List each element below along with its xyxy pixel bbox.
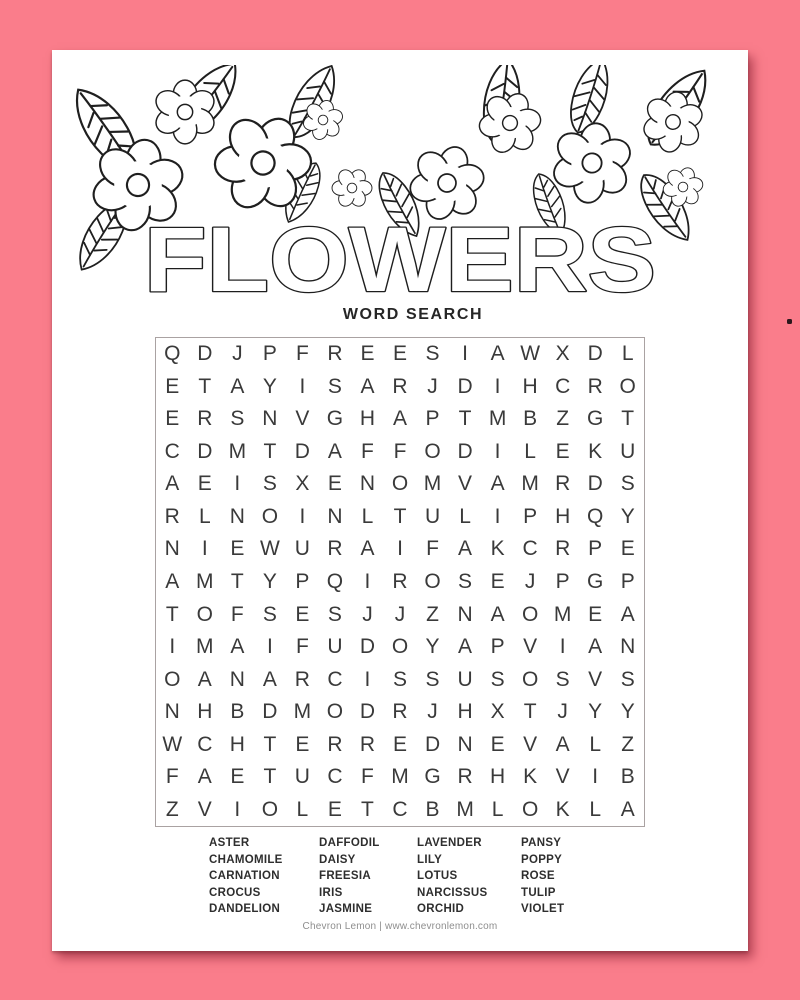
grid-letter: F bbox=[230, 602, 244, 626]
grid-letter: W bbox=[520, 342, 541, 366]
grid-letter: N bbox=[327, 504, 343, 528]
grid-letter: R bbox=[327, 732, 343, 756]
grid-letter: L bbox=[589, 797, 602, 821]
grid-letter: M bbox=[196, 569, 214, 593]
grid-letter: R bbox=[327, 342, 343, 366]
grid-letter: N bbox=[359, 472, 376, 496]
grid-letter: U bbox=[294, 537, 310, 561]
letter-grid bbox=[155, 337, 645, 827]
grid-letter: Z bbox=[426, 602, 439, 626]
grid-letter: I bbox=[234, 472, 241, 496]
grid-letter: C bbox=[164, 439, 180, 463]
grid-letter: M bbox=[293, 700, 312, 724]
grid-letter: D bbox=[587, 472, 603, 496]
grid-letter: T bbox=[361, 797, 374, 821]
grid-letter: L bbox=[198, 504, 211, 528]
word-column bbox=[209, 835, 319, 918]
grid-letter: K bbox=[588, 439, 603, 463]
grid-letter: K bbox=[555, 797, 570, 821]
grid-letter: I bbox=[494, 439, 501, 463]
grid-letter: V bbox=[197, 797, 212, 821]
grid-letter: I bbox=[266, 635, 273, 659]
grid-letter: N bbox=[620, 635, 636, 659]
grid-letter: E bbox=[490, 569, 505, 593]
grid-letter: S bbox=[230, 407, 245, 431]
grid-letter: S bbox=[490, 667, 505, 691]
grid-letter: Y bbox=[262, 374, 277, 398]
grid-letter: D bbox=[457, 374, 473, 398]
grid-letter: E bbox=[230, 537, 245, 561]
grid-letter: R bbox=[457, 765, 473, 789]
grid-letter: H bbox=[490, 765, 506, 789]
word-item: DAISY bbox=[319, 853, 356, 866]
grid-letter: S bbox=[620, 472, 635, 496]
grid-letter: P bbox=[523, 504, 538, 528]
grid-letter: A bbox=[588, 635, 603, 659]
grid-letter: L bbox=[361, 504, 374, 528]
grid-letter: F bbox=[165, 765, 179, 789]
grid-letter: K bbox=[523, 765, 538, 789]
grid-letter: H bbox=[229, 732, 245, 756]
grid-letter: Y bbox=[425, 635, 440, 659]
worksheet-page bbox=[52, 50, 748, 951]
grid-letter: A bbox=[620, 797, 635, 821]
grid-letter: O bbox=[164, 667, 181, 691]
word-item: ASTER bbox=[209, 837, 250, 849]
grid-letter: I bbox=[364, 667, 371, 691]
grid-letter: O bbox=[521, 667, 539, 691]
grid-letter: X bbox=[490, 700, 505, 724]
grid-letter: S bbox=[620, 667, 635, 691]
word-item: ROSE bbox=[521, 870, 555, 882]
grid-letter: E bbox=[165, 374, 180, 398]
grid-letter: U bbox=[294, 765, 310, 789]
grid-letter: H bbox=[457, 700, 473, 724]
grid-letter: C bbox=[327, 667, 343, 691]
grid-letter: D bbox=[197, 439, 213, 463]
grid-letter: G bbox=[587, 569, 604, 593]
word-item: CARNATION bbox=[209, 870, 280, 882]
grid-letter: N bbox=[229, 667, 245, 691]
grid-letter: D bbox=[359, 700, 376, 724]
grid-letter: M bbox=[553, 602, 572, 626]
word-item: DAFFODIL bbox=[319, 837, 380, 849]
grid-letter: O bbox=[619, 374, 636, 398]
grid-letter: J bbox=[362, 602, 373, 626]
grid-letter: J bbox=[232, 342, 243, 366]
grid-letter: A bbox=[490, 342, 505, 366]
word-item: LOTUS bbox=[417, 870, 458, 882]
grid-letter: A bbox=[458, 635, 473, 659]
grid-letter: J bbox=[524, 569, 536, 593]
grid-letter: E bbox=[588, 602, 603, 626]
grid-letter: R bbox=[392, 569, 408, 593]
grid-letter: Y bbox=[620, 700, 635, 724]
grid-letter: H bbox=[359, 407, 376, 431]
grid-letter: G bbox=[326, 407, 344, 431]
grid-letter: A bbox=[197, 667, 212, 691]
grid-letter: I bbox=[169, 635, 176, 659]
footer-credit: Chevron Lemon | www.chevronlemon.com bbox=[302, 921, 498, 932]
grid-letter: E bbox=[360, 342, 375, 366]
grid-letter: A bbox=[360, 374, 375, 398]
word-item: VIOLET bbox=[521, 903, 565, 915]
grid-letter: L bbox=[296, 797, 309, 821]
grid-letter: U bbox=[327, 635, 343, 659]
grid-letter: O bbox=[261, 504, 279, 528]
grid-letter: D bbox=[457, 439, 473, 463]
grid-letter: E bbox=[490, 732, 505, 756]
grid-letter: S bbox=[327, 374, 342, 398]
grid-letter: S bbox=[392, 667, 407, 691]
grid-letter: T bbox=[393, 504, 407, 528]
grid-letter: X bbox=[555, 342, 570, 366]
grid-letter: A bbox=[620, 602, 635, 626]
grid-letter: T bbox=[263, 732, 277, 756]
grid-letter: E bbox=[165, 407, 180, 431]
grid-letter: S bbox=[458, 569, 473, 593]
grid-letter: X bbox=[295, 472, 310, 496]
grid-letter: E bbox=[230, 765, 245, 789]
grid-letter: E bbox=[295, 732, 310, 756]
grid-letter: O bbox=[521, 602, 539, 626]
grid-letter: F bbox=[295, 342, 309, 366]
grid-letter: M bbox=[228, 439, 247, 463]
grid-letter: S bbox=[327, 602, 342, 626]
word-item: LILY bbox=[417, 853, 443, 866]
grid-letter: A bbox=[165, 472, 180, 496]
grid-letter: J bbox=[427, 700, 438, 724]
grid-letter: I bbox=[494, 504, 501, 528]
grid-letter: O bbox=[424, 569, 441, 593]
grid-letter: Z bbox=[165, 797, 179, 821]
word-column bbox=[521, 835, 611, 918]
grid-letter: R bbox=[294, 667, 310, 691]
grid-letter: I bbox=[462, 342, 468, 366]
ink-speck bbox=[787, 319, 792, 324]
grid-letter: T bbox=[263, 439, 277, 463]
grid-letter: A bbox=[490, 602, 505, 626]
grid-letter: M bbox=[456, 797, 474, 821]
grid-letter: J bbox=[427, 374, 438, 398]
grid-letter: D bbox=[262, 700, 278, 724]
grid-letter: E bbox=[620, 537, 635, 561]
grid-letter: O bbox=[424, 439, 441, 463]
grid-letter: E bbox=[327, 797, 342, 821]
grid-letter: D bbox=[294, 439, 310, 463]
grid-letter: U bbox=[620, 439, 636, 463]
grid-letter: I bbox=[559, 635, 566, 659]
grid-letter: E bbox=[295, 602, 310, 626]
word-item: JASMINE bbox=[319, 903, 373, 915]
grid-letter: T bbox=[230, 569, 244, 593]
grid-letter: S bbox=[262, 472, 277, 496]
grid-letter: T bbox=[263, 765, 277, 789]
grid-letter: T bbox=[523, 700, 537, 724]
grid-letter: M bbox=[521, 472, 539, 496]
grid-letter: Y bbox=[620, 504, 635, 528]
grid-letter: H bbox=[197, 700, 213, 724]
grid-letter: R bbox=[327, 537, 343, 561]
grid-letter: I bbox=[299, 504, 306, 528]
grid-letter: A bbox=[262, 667, 277, 691]
grid-letter: S bbox=[262, 602, 277, 626]
grid-letter: C bbox=[327, 765, 343, 789]
grid-letter: D bbox=[424, 732, 441, 756]
grid-letter: T bbox=[458, 407, 472, 431]
grid-letter: L bbox=[621, 342, 634, 366]
grid-letter: L bbox=[491, 797, 504, 821]
grid-letter: B bbox=[230, 700, 245, 724]
grid-letter: E bbox=[392, 342, 407, 366]
grid-letter: P bbox=[425, 407, 440, 431]
grid-letter: L bbox=[589, 732, 602, 756]
word-item: CROCUS bbox=[209, 886, 261, 899]
word-column bbox=[319, 835, 417, 918]
grid-letter: R bbox=[555, 472, 571, 496]
grid-letter: Q bbox=[587, 504, 604, 528]
grid-letter: L bbox=[524, 439, 536, 463]
grid-letter: N bbox=[457, 602, 473, 626]
word-list bbox=[209, 835, 611, 918]
grid-letter: Z bbox=[621, 732, 635, 756]
grid-letter: T bbox=[198, 374, 212, 398]
grid-letter: V bbox=[523, 732, 538, 756]
word-item: POPPY bbox=[521, 853, 563, 866]
grid-letter: R bbox=[164, 504, 180, 528]
grid-letter: C bbox=[392, 797, 408, 821]
grid-letter: O bbox=[521, 797, 539, 821]
grid-letter: C bbox=[522, 537, 538, 561]
grid-letter: I bbox=[397, 537, 403, 561]
grid-letter: I bbox=[494, 374, 501, 398]
grid-letter: H bbox=[522, 374, 538, 398]
word-item: IRIS bbox=[319, 886, 343, 899]
grid-letter: O bbox=[326, 700, 344, 724]
grid-letter: O bbox=[196, 602, 213, 626]
grid-letter: H bbox=[555, 504, 571, 528]
grid-letter: E bbox=[327, 472, 342, 496]
grid-letter: P bbox=[490, 635, 505, 659]
grid-letter: Y bbox=[588, 700, 603, 724]
word-item: DANDELION bbox=[209, 903, 281, 915]
grid-letter: R bbox=[392, 374, 408, 398]
grid-letter: W bbox=[162, 732, 183, 756]
grid-letter: O bbox=[261, 797, 279, 821]
grid-letter: P bbox=[588, 537, 603, 561]
grid-letter: C bbox=[197, 732, 213, 756]
word-item: PANSY bbox=[521, 837, 562, 849]
grid-letter: A bbox=[230, 635, 245, 659]
grid-letter: M bbox=[196, 635, 214, 659]
grid-letter: I bbox=[234, 797, 241, 821]
grid-letter: J bbox=[557, 700, 568, 724]
grid-letter: N bbox=[229, 504, 245, 528]
grid-letter: D bbox=[587, 342, 603, 366]
grid-letter: R bbox=[197, 407, 213, 431]
grid-letter: A bbox=[230, 374, 245, 398]
grid-letter: P bbox=[620, 569, 635, 593]
grid-letter: A bbox=[327, 439, 342, 463]
grid-letter: M bbox=[488, 407, 507, 431]
word-item: CHAMOMILE bbox=[209, 853, 283, 866]
grid-letter: A bbox=[392, 407, 407, 431]
word-item: LAVENDER bbox=[417, 837, 482, 849]
grid-letter: A bbox=[458, 537, 473, 561]
grid-letter: Q bbox=[164, 342, 181, 366]
word-item: FREESIA bbox=[319, 870, 371, 882]
grid-letter: M bbox=[391, 765, 409, 789]
grid-letter: V bbox=[458, 472, 473, 496]
grid-letter: J bbox=[394, 602, 406, 626]
grid-letter: Q bbox=[326, 569, 344, 593]
grid-letter: S bbox=[425, 342, 440, 366]
grid-letter: W bbox=[259, 537, 280, 561]
word-column bbox=[417, 835, 521, 918]
grid-letter: M bbox=[423, 472, 442, 496]
grid-letter: A bbox=[197, 765, 212, 789]
flowers-coloring-illustration bbox=[70, 65, 730, 305]
grid-letter: N bbox=[164, 537, 180, 561]
grid-letter: A bbox=[360, 537, 375, 561]
grid-letter: O bbox=[391, 635, 409, 659]
headline-flowers: FLOWERS bbox=[144, 209, 656, 305]
grid-letter: F bbox=[295, 635, 309, 659]
grid-letter: F bbox=[393, 439, 407, 463]
word-item: ORCHID bbox=[417, 903, 465, 915]
grid-letter: N bbox=[457, 732, 473, 756]
grid-letter: R bbox=[587, 374, 603, 398]
grid-letter: P bbox=[262, 342, 277, 366]
word-item: NARCISSUS bbox=[417, 886, 488, 899]
grid-letter: Y bbox=[262, 569, 277, 593]
grid-letter: Z bbox=[556, 407, 570, 431]
grid-letter: A bbox=[555, 732, 570, 756]
grid-letter: R bbox=[555, 537, 571, 561]
grid-letter: V bbox=[523, 635, 538, 659]
grid-letter: D bbox=[197, 342, 213, 366]
grid-letter: P bbox=[555, 569, 570, 593]
subtitle-word-search: WORD SEARCH bbox=[342, 306, 484, 323]
word-item: TULIP bbox=[521, 886, 556, 899]
grid-letter: B bbox=[425, 797, 440, 821]
grid-letter: V bbox=[295, 407, 310, 431]
grid-letter: E bbox=[555, 439, 570, 463]
grid-letter: I bbox=[299, 374, 306, 398]
grid-letter: R bbox=[359, 732, 376, 756]
grid-letter: U bbox=[457, 667, 473, 691]
grid-letter: N bbox=[164, 700, 180, 724]
grid-letter: T bbox=[621, 407, 635, 431]
grid-letter: F bbox=[361, 765, 374, 789]
grid-letter: S bbox=[425, 667, 440, 691]
grid-letter: C bbox=[555, 374, 571, 398]
grid-letter: P bbox=[295, 569, 310, 593]
grid-letter: B bbox=[620, 765, 635, 789]
grid-letter: F bbox=[426, 537, 439, 561]
grid-letter: I bbox=[364, 569, 371, 593]
grid-letter: I bbox=[201, 537, 208, 561]
grid-letter: D bbox=[359, 635, 376, 659]
grid-letter: E bbox=[197, 472, 212, 496]
grid-letter: N bbox=[262, 407, 278, 431]
grid-letter: I bbox=[592, 765, 599, 789]
grid-letter: L bbox=[459, 504, 471, 528]
grid-letter: O bbox=[391, 472, 409, 496]
grid-letter: A bbox=[165, 569, 180, 593]
grid-letter: E bbox=[392, 732, 407, 756]
grid-letter: F bbox=[361, 439, 374, 463]
grid-letter: A bbox=[490, 472, 505, 496]
grid-letter: S bbox=[555, 667, 570, 691]
grid-letter: V bbox=[555, 765, 570, 789]
grid-letter: V bbox=[588, 667, 603, 691]
grid-letter: G bbox=[424, 765, 441, 789]
grid-letter: G bbox=[587, 407, 604, 431]
grid-letter: K bbox=[490, 537, 505, 561]
grid-letter: T bbox=[165, 602, 179, 626]
grid-letter: U bbox=[424, 504, 441, 528]
grid-letter: B bbox=[523, 407, 538, 431]
grid-letter: R bbox=[392, 700, 408, 724]
